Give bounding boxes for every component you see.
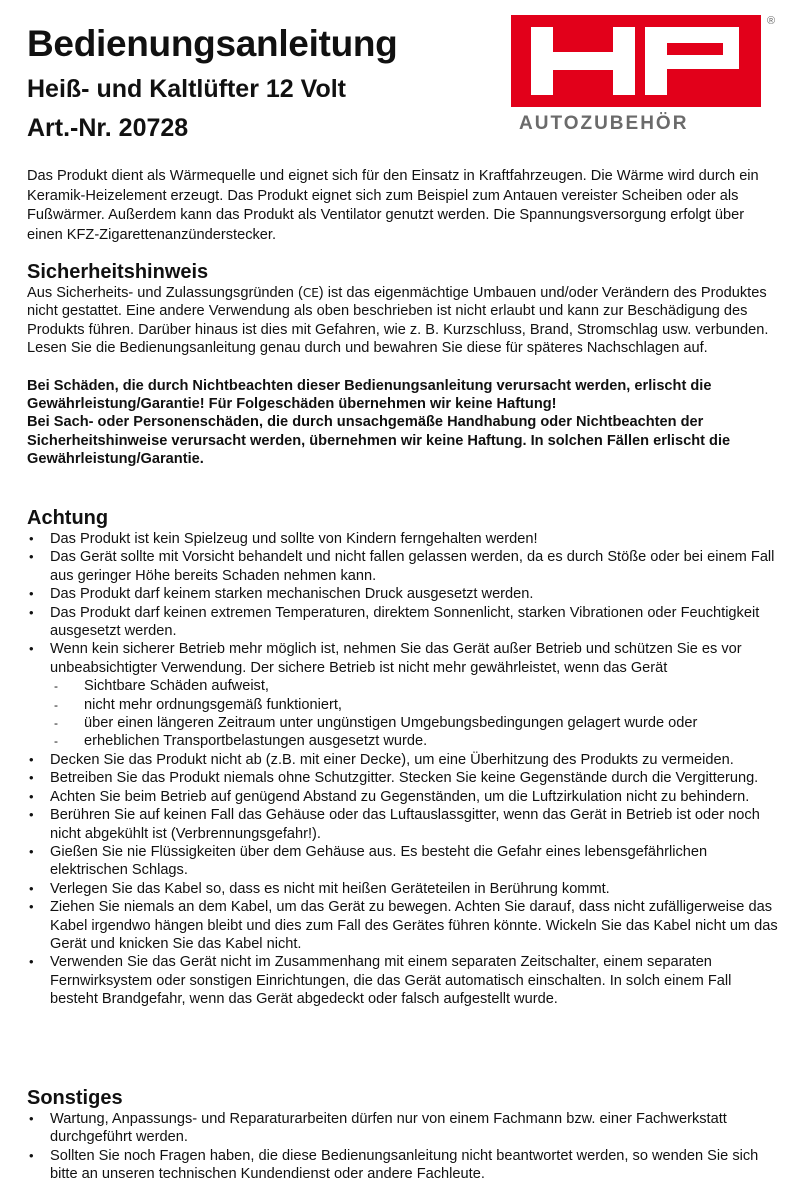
logo-brand-text: AUTOZUBEHÖR [519, 113, 689, 134]
list-item: • Das Produkt darf keinem starken mechanischen Druck ausgesetzt werden. [27, 585, 782, 603]
ce-mark: CE [302, 286, 319, 300]
list-item: • Verwenden Sie das Gerät nicht im Zusammenhang mit einem separaten Zeitschalter, einem separaten Fernwirksystem oder sonstigen Einrichtungen, die das Gerät automatisch einschalten. In solch einem Fall besteht Brandgefahr, wenn das Gerät abgedeckt oder falsch aufgestellt wurde. [27, 953, 782, 1008]
product-name: Heiß- und Kaltlüfter 12 Volt [27, 75, 346, 103]
list-item: • Das Produkt darf keinen extremen Temperaturen, direktem Sonnenlicht, starken Vibrationen oder Feuchtigkeit ausgesetzt werden. [27, 604, 782, 641]
caution-list [27, 530, 782, 1009]
misc-list [27, 1110, 782, 1184]
list-item-text: Wenn kein sicherer Betrieb mehr möglich ist, nehmen Sie das Gerät außer Betrieb und schützen Sie es vor unbeabsichtigter Verwendung. Der sichere Betrieb ist nicht mehr gewährleistet, wenn das Gerät [50, 641, 742, 676]
list-item: • Verlegen Sie das Kabel so, dass es nicht mit heißen Geräteteilen in Berührung kommt. [27, 880, 782, 898]
list-item: • Betreiben Sie das Produkt niemals ohne Schutzgitter. Stecken Sie keine Gegenstände durch die Vergitterung. [27, 769, 782, 787]
misc-heading: Sonstiges [27, 1087, 123, 1109]
sublist-item: - über einen längeren Zeitraum unter ungünstigen Umgebungsbedingungen gelagert wurde oder [50, 714, 782, 732]
sublist-item: - Sichtbare Schäden aufweist, [50, 677, 782, 695]
list-item: • Ziehen Sie niemals an dem Kabel, um das Gerät zu bewegen. Achten Sie darauf, dass nicht zufälligerweise das Kabel irgendwo hängen bleibt und dies zum Fall des Gerätes führen könnte. Wickeln Sie das Kabel nicht um das Gerät und knicken Sie das Kabel nicht. [27, 898, 782, 953]
caution-heading: Achtung [27, 507, 109, 529]
warranty-notice-2: Bei Sach- oder Personenschäden, die durch unsachgemäße Handhabung oder Nichtbeachten der Sicherheitshinweise verursacht werden, übernehmen wir keine Haftung. In solchen Fällen erlischt die Gewährleistung/Garantie. [27, 414, 731, 468]
list-item: • Wartung, Anpassungs- und Reparaturarbeiten dürfen nur von einem Fachmann bzw. einer Fachwerkstatt durchgeführt werden. [27, 1110, 782, 1147]
list-item: • Decken Sie das Produkt nicht ab (z.B. mit einer Decke), um eine Überhitzung des Produkts zu vermeiden. [27, 751, 782, 769]
list-item: • Gießen Sie nie Flüssigkeiten über dem Gehäuse aus. Es besteht die Gefahr eines lebensgefährlichen elektrischen Schlags. [27, 843, 782, 880]
sublist-item: - erheblichen Transportbelastungen ausgesetzt wurde. [50, 732, 782, 750]
warranty-notice-1: Bei Schäden, die durch Nichtbeachten dieser Bedienungsanleitung verursacht werden, erlischt die Gewährleistung/Garantie! Für Folgeschäden übernehmen wir keine Haftung! [27, 377, 712, 413]
misc-section [27, 1086, 782, 1184]
list-item: • Berühren Sie auf keinen Fall das Gehäuse oder das Luftauslassgitter, wenn das Gerät in Betrieb ist oder noch nicht abgekühlt ist (Verbrennungsgefahr!). [27, 806, 782, 843]
hp-autozubehoer-logo [511, 15, 781, 135]
list-item: • Sollten Sie noch Fragen haben, die diese Bedienungsanleitung nicht beantwortet werden, so wenden Sie sich bitte an unseren technischen Kundendienst oder andere Fachleute. [27, 1147, 782, 1184]
safety-heading: Sicherheitshinweis [27, 261, 209, 283]
list-item: • Das Gerät sollte mit Vorsicht behandelt und nicht fallen gelassen werden, da es durch Stöße oder bei einem Fall aus geringer Höhe bereits Schaden nehmen kann. [27, 548, 782, 585]
safety-text-rest: ) ist das eigenmächtige Umbauen und/oder Verändern des Produktes nicht gestattet. Eine andere Verwendung als oben beschrieben ist nicht erlaubt und kann zur Beschädigung des Produkts führen. Darüber hinaus ist dies mit Gefahren, wie z. B. Kurzschluss, Brand, Stromschlag usw. verbunden. Lesen Sie die Bedienungsanleitung genau durch und bewahren Sie diese für späteres Nachschlagen auf. [27, 285, 769, 357]
safety-section [27, 260, 782, 469]
caution-section [27, 506, 782, 1009]
document-title: Bedienungsanleitung [27, 23, 398, 64]
condition-sublist [50, 677, 782, 751]
article-number: Art.-Nr. 20728 [27, 114, 189, 142]
list-item: • Achten Sie beim Betrieb auf genügend Abstand zu Gegenständen, um die Luftzirkulation nicht zu behindern. [27, 788, 782, 806]
list-item [27, 640, 782, 750]
safety-paragraph [27, 284, 782, 358]
intro-paragraph: Das Produkt dient als Wärmequelle und eignet sich für den Einsatz in Kraftfahrzeugen. Die Wärme wird durch ein Keramik-Heizelement erzeugt. Das Produkt eignet sich zum Beispiel zum Antauen vereister Scheiben oder als Fußwärmer. Außerdem kann das Produkt als Ventilator genutzt werden. Die Spannungsversorgung erfolgt über einen KFZ-Zigarettenanzünderstecker. [27, 168, 759, 243]
sublist-item: - nicht mehr ordnungsgemäß funktioniert, [50, 696, 782, 714]
list-item: • Das Produkt ist kein Spielzeug und sollte von Kindern ferngehalten werden! [27, 530, 782, 548]
registered-mark: ® [767, 15, 776, 27]
safety-text-start: Aus Sicherheits- und Zulassungsgründen ( [27, 285, 303, 301]
